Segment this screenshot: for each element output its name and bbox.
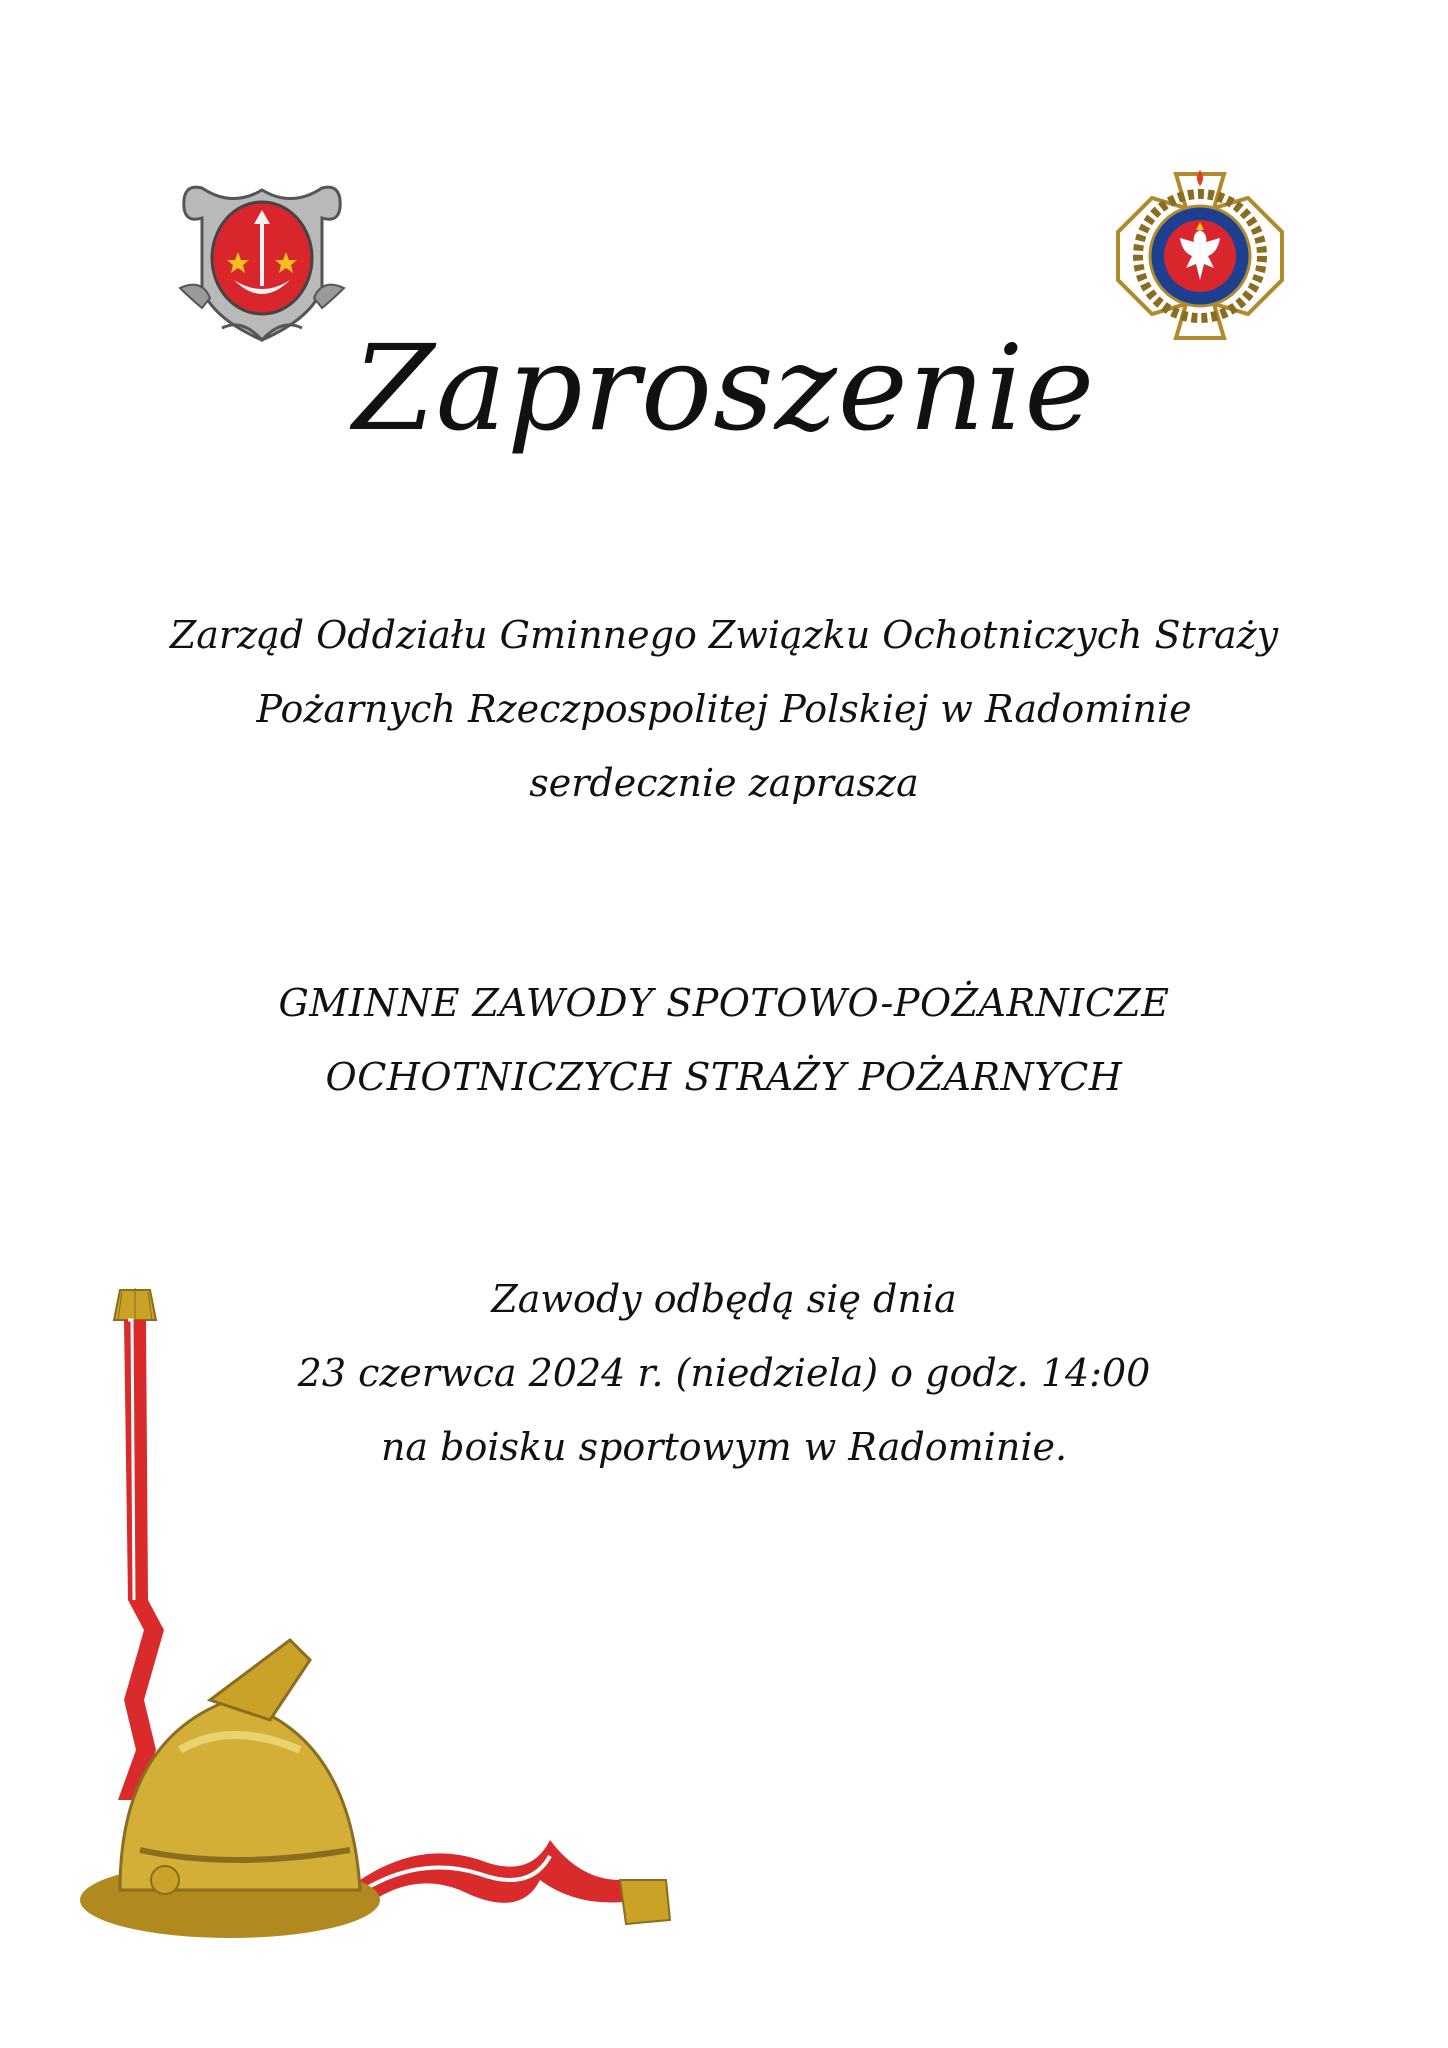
event-name-line: GMINNE ZAWODY SPOTOWO-POŻARNICZE — [278, 981, 1170, 1025]
details-line: 23 czerwca 2024 r. (niedziela) o godz. 14:00 — [297, 1351, 1151, 1395]
fireman-helmet-ribbon-icon — [60, 1280, 700, 1960]
page-title: Zaproszenie — [352, 319, 1096, 457]
organizer-line: serdecznie zaprasza — [529, 761, 919, 805]
event-name-line: OCHOTNICZYCH STRAŻY POŻARNYCH — [325, 1055, 1123, 1099]
event-name — [0, 966, 1448, 1114]
organizer-line: Pożarnych Rzeczpospolitej Polskiej w Radominie — [256, 687, 1192, 731]
organizer-line: Zarząd Oddziału Gminnego Związku Ochotniczych Straży — [169, 613, 1279, 657]
details-line: na boisku sportowym w Radominie. — [380, 1425, 1068, 1469]
organizer-text — [0, 598, 1448, 820]
details-line: Zawody odbędą się dnia — [491, 1277, 957, 1321]
